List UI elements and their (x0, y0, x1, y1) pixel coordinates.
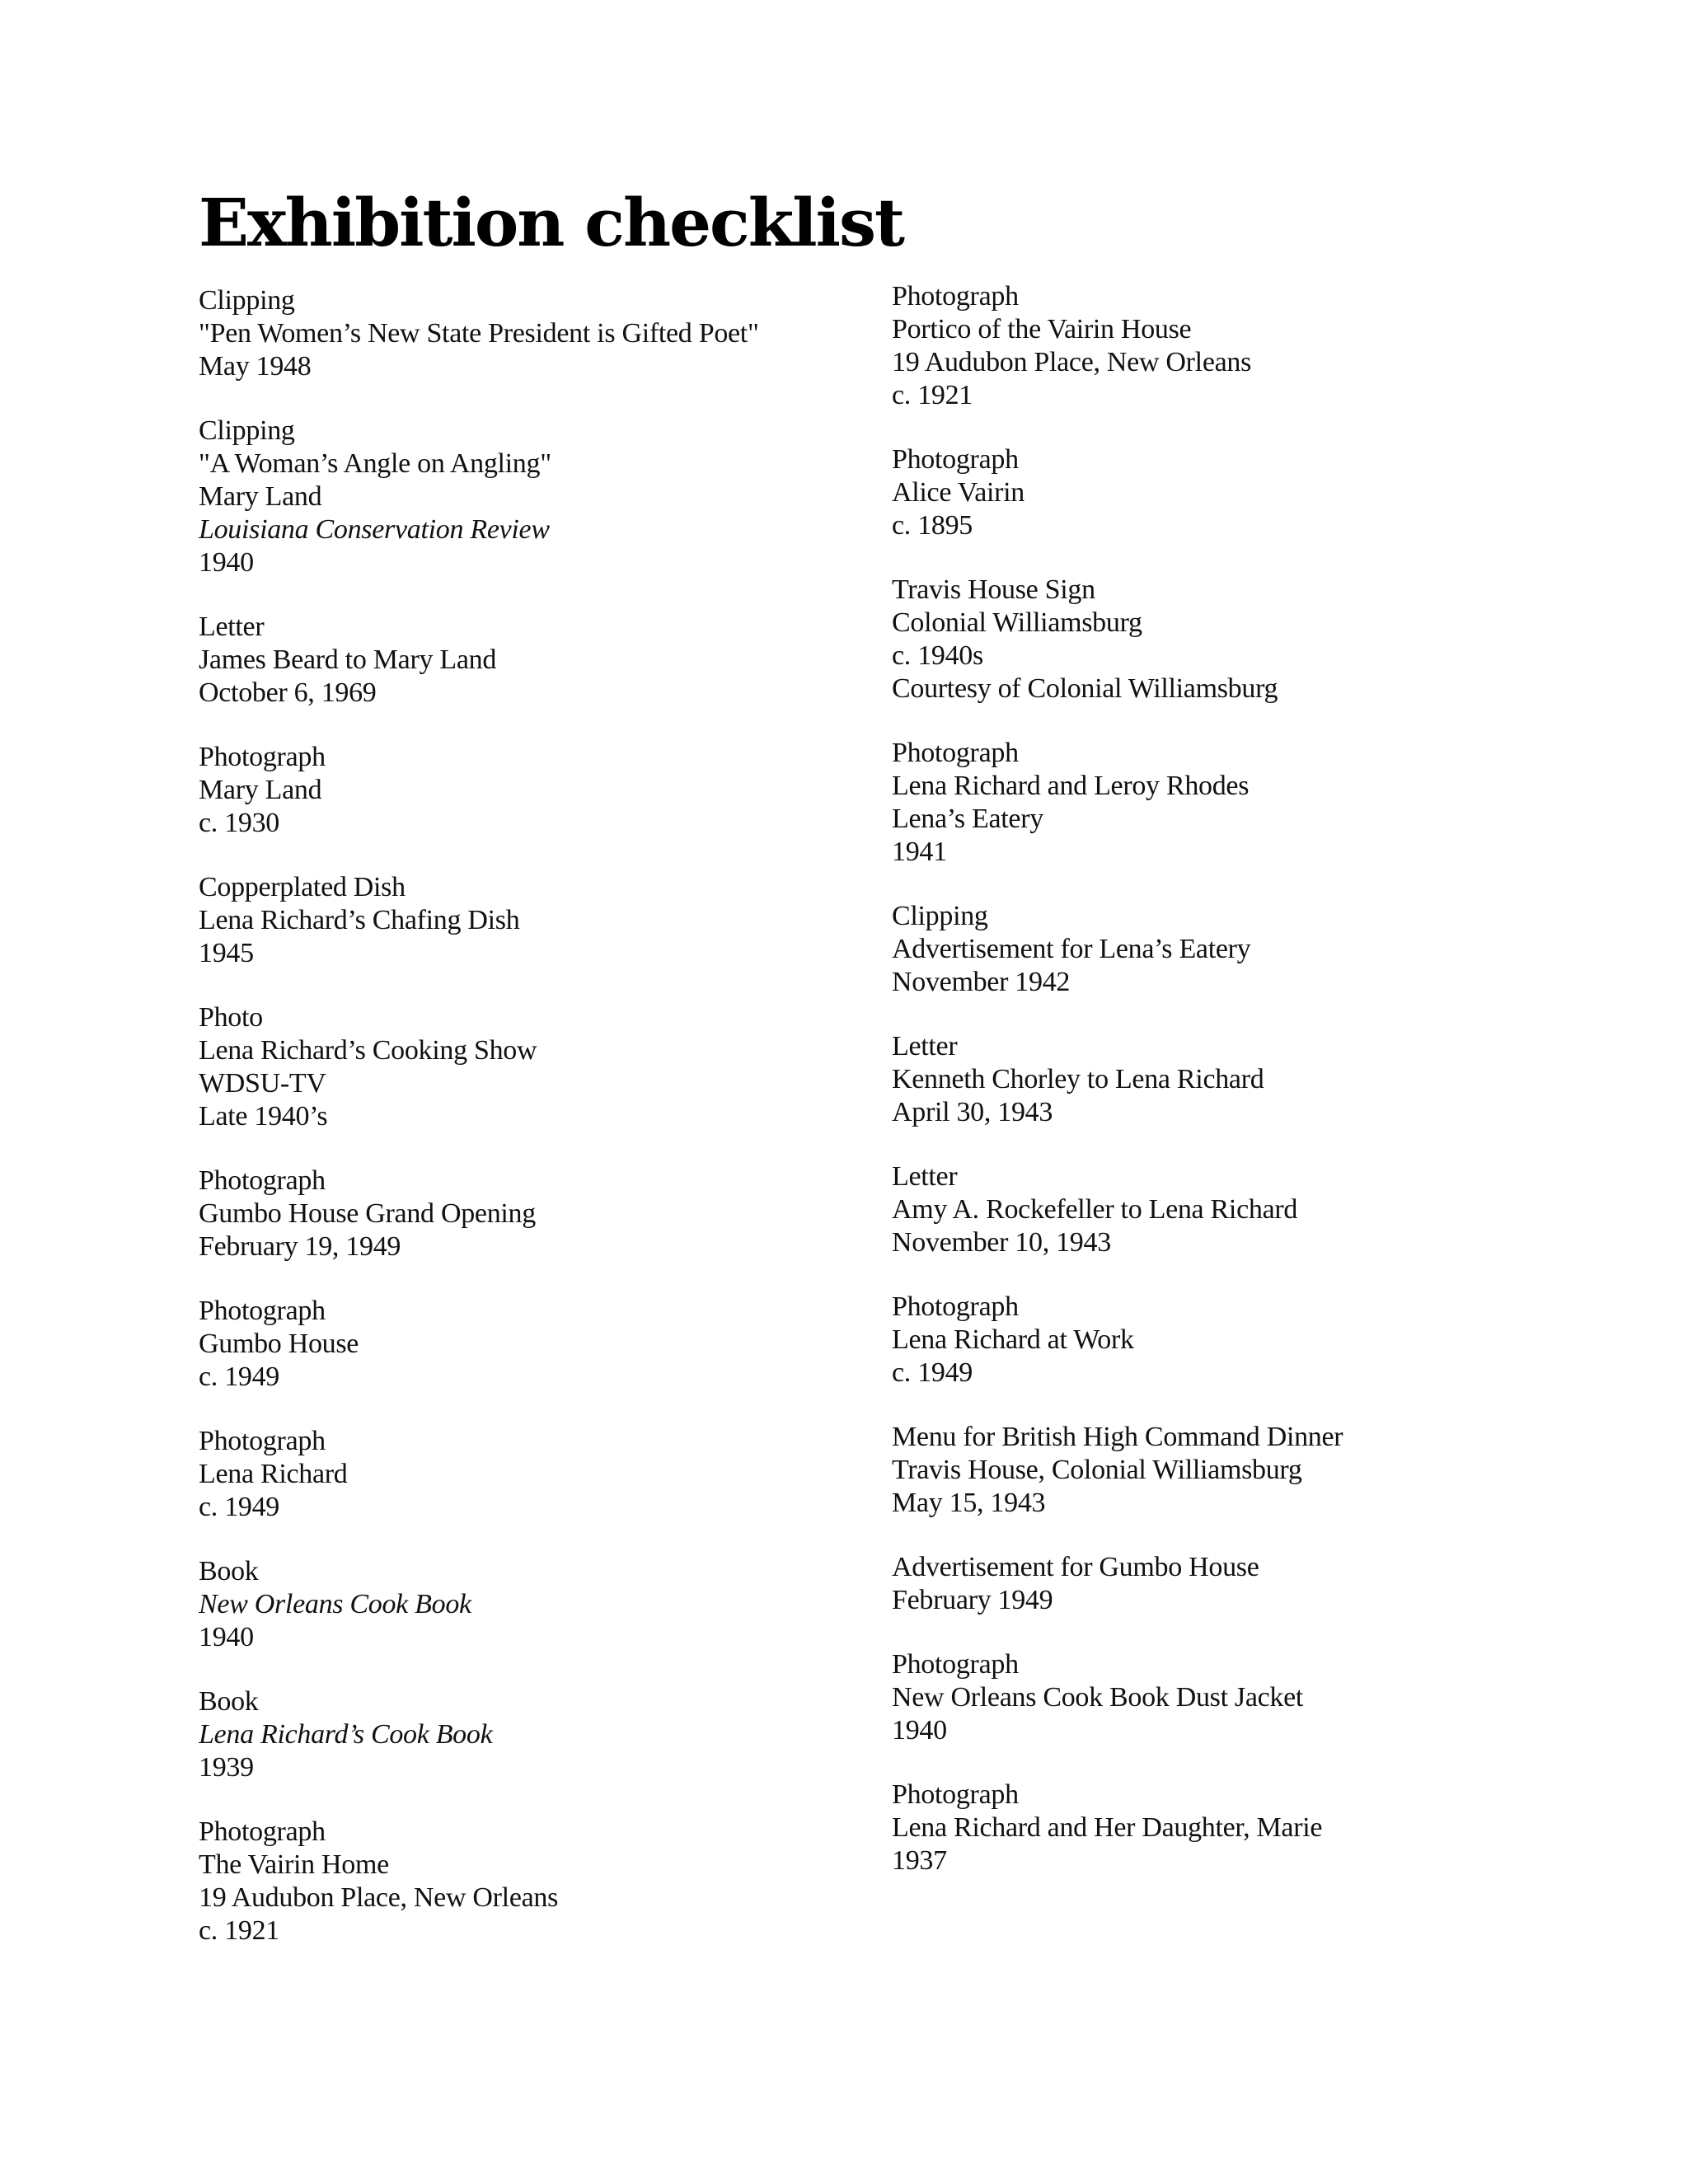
entry-type: Photograph (199, 1426, 326, 1456)
entry-detail: Lena Richard’s Cook Book (199, 1719, 493, 1750)
entry-type: Photograph (892, 281, 1019, 312)
entry-detail: February 19, 1949 (199, 1231, 401, 1262)
checklist-entry (892, 1648, 1568, 1747)
entry-type: Book (199, 1686, 259, 1717)
entry-detail: February 1949 (892, 1585, 1053, 1615)
checklist-column-right (892, 280, 1568, 1909)
checklist-entry (892, 1551, 1568, 1617)
entry-detail: May 1948 (199, 351, 312, 382)
entry-type: Photo (199, 1002, 263, 1033)
entry-detail: Mary Land (199, 775, 322, 805)
entry-type: Photograph (892, 1779, 1019, 1810)
entry-type: Photograph (892, 738, 1019, 768)
checklist-entry (892, 574, 1568, 705)
entry-detail: New Orleans Cook Book Dust Jacket (892, 1682, 1304, 1713)
entry-type: Advertisement for Gumbo House (892, 1552, 1259, 1582)
entry-type: Photograph (199, 1816, 326, 1847)
entry-detail: Advertisement for Lena’s Eatery (892, 934, 1251, 964)
checklist-entry (892, 1779, 1568, 1877)
entry-detail: c. 1949 (199, 1361, 279, 1392)
checklist-entry (892, 280, 1568, 412)
entry-detail: 19 Audubon Place, New Orleans (199, 1882, 559, 1913)
checklist-entry (199, 1295, 874, 1394)
entry-detail: Lena Richard and Her Daughter, Marie (892, 1812, 1323, 1843)
entry-detail: c. 1895 (892, 510, 973, 541)
entry-detail: 1937 (892, 1845, 947, 1876)
checklist-entry (892, 900, 1568, 999)
checklist-entry (199, 1165, 874, 1263)
entry-detail: Late 1940’s (199, 1101, 328, 1132)
entry-detail: WDSU-TV (199, 1068, 326, 1099)
entry-detail: c. 1921 (892, 380, 973, 410)
checklist-entry (199, 1425, 874, 1524)
entry-type: Letter (892, 1161, 958, 1192)
checklist-entry (892, 737, 1568, 869)
entry-detail: c. 1921 (199, 1915, 279, 1946)
entry-detail: 19 Audubon Place, New Orleans (892, 347, 1252, 377)
entry-type: Photograph (892, 444, 1019, 475)
checklist-entry (892, 1160, 1568, 1259)
checklist-entry (892, 1030, 1568, 1129)
checklist-entry (199, 741, 874, 840)
entry-detail: Mary Land (199, 481, 322, 512)
entry-type: Photograph (199, 1296, 326, 1326)
checklist-entry (892, 1291, 1568, 1390)
checklist-entry (892, 443, 1568, 542)
entry-detail: Amy A. Rockefeller to Lena Richard (892, 1194, 1298, 1225)
entry-type: Photograph (199, 1165, 326, 1196)
entry-detail: 1939 (199, 1752, 254, 1783)
entry-detail: James Beard to Mary Land (199, 644, 497, 675)
entry-type: Copperplated Dish (199, 872, 406, 902)
entry-detail: Alice Vairin (892, 477, 1025, 508)
entry-detail: November 1942 (892, 967, 1071, 997)
checklist-entry (199, 1685, 874, 1784)
entry-type: Photograph (892, 1291, 1019, 1322)
entry-type: Photograph (892, 1649, 1019, 1680)
entry-detail: Travis House, Colonial Williamsburg (892, 1455, 1302, 1485)
entry-detail: 1940 (199, 547, 254, 578)
checklist-entry (199, 1816, 874, 1947)
entry-detail: "Pen Women’s New State President is Gifted Poet" (199, 318, 759, 349)
entry-detail: Lena Richard and Leroy Rhodes (892, 771, 1250, 801)
checklist-entry (892, 1421, 1568, 1520)
entry-detail: c. 1949 (199, 1492, 279, 1522)
checklist-entry (199, 1555, 874, 1654)
entry-detail: Gumbo House Grand Opening (199, 1198, 536, 1229)
entry-detail: Lena Richard (199, 1459, 348, 1489)
entry-type: Letter (199, 612, 265, 642)
checklist-entry (199, 1001, 874, 1133)
entry-detail: Lena’s Eatery (892, 804, 1043, 834)
entry-detail: Colonial Williamsburg (892, 607, 1142, 638)
entry-detail: c. 1949 (892, 1357, 973, 1388)
entry-detail: April 30, 1943 (892, 1097, 1053, 1127)
entry-detail: November 10, 1943 (892, 1227, 1111, 1258)
entry-detail: "A Woman’s Angle on Angling" (199, 448, 551, 479)
entry-detail: 1941 (892, 837, 947, 867)
entry-detail: Gumbo House (199, 1329, 359, 1359)
checklist-entry (199, 284, 874, 383)
entry-detail: Portico of the Vairin House (892, 314, 1192, 344)
entry-detail: Lena Richard at Work (892, 1324, 1134, 1355)
entry-type: Photograph (199, 742, 326, 772)
entry-detail: Louisiana Conservation Review (199, 514, 550, 545)
entry-type: Menu for British High Command Dinner (892, 1422, 1343, 1452)
entry-type: Clipping (199, 285, 295, 316)
entry-detail: Kenneth Chorley to Lena Richard (892, 1064, 1264, 1094)
page-title: Exhibition checklist (199, 184, 903, 261)
entry-detail: May 15, 1943 (892, 1488, 1046, 1518)
entry-type: Clipping (892, 901, 988, 931)
entry-detail: Lena Richard’s Chafing Dish (199, 905, 520, 935)
entry-detail: The Vairin Home (199, 1849, 389, 1880)
entry-detail: 1940 (892, 1715, 947, 1746)
checklist-entry (199, 871, 874, 970)
checklist-column-left (199, 284, 874, 1979)
entry-detail: c. 1930 (199, 808, 279, 838)
entry-detail: October 6, 1969 (199, 677, 377, 708)
entry-detail: 1945 (199, 938, 254, 968)
entry-type: Travis House Sign (892, 574, 1095, 605)
entry-detail: New Orleans Cook Book (199, 1589, 471, 1619)
entry-type: Letter (892, 1031, 958, 1062)
entry-detail: Lena Richard’s Cooking Show (199, 1035, 537, 1066)
entry-detail: 1940 (199, 1622, 254, 1652)
checklist-entry (199, 611, 874, 710)
entry-type: Clipping (199, 415, 295, 446)
entry-detail: Courtesy of Colonial Williamsburg (892, 673, 1278, 704)
entry-detail: c. 1940s (892, 640, 983, 671)
checklist-entry (199, 415, 874, 579)
entry-type: Book (199, 1556, 259, 1586)
